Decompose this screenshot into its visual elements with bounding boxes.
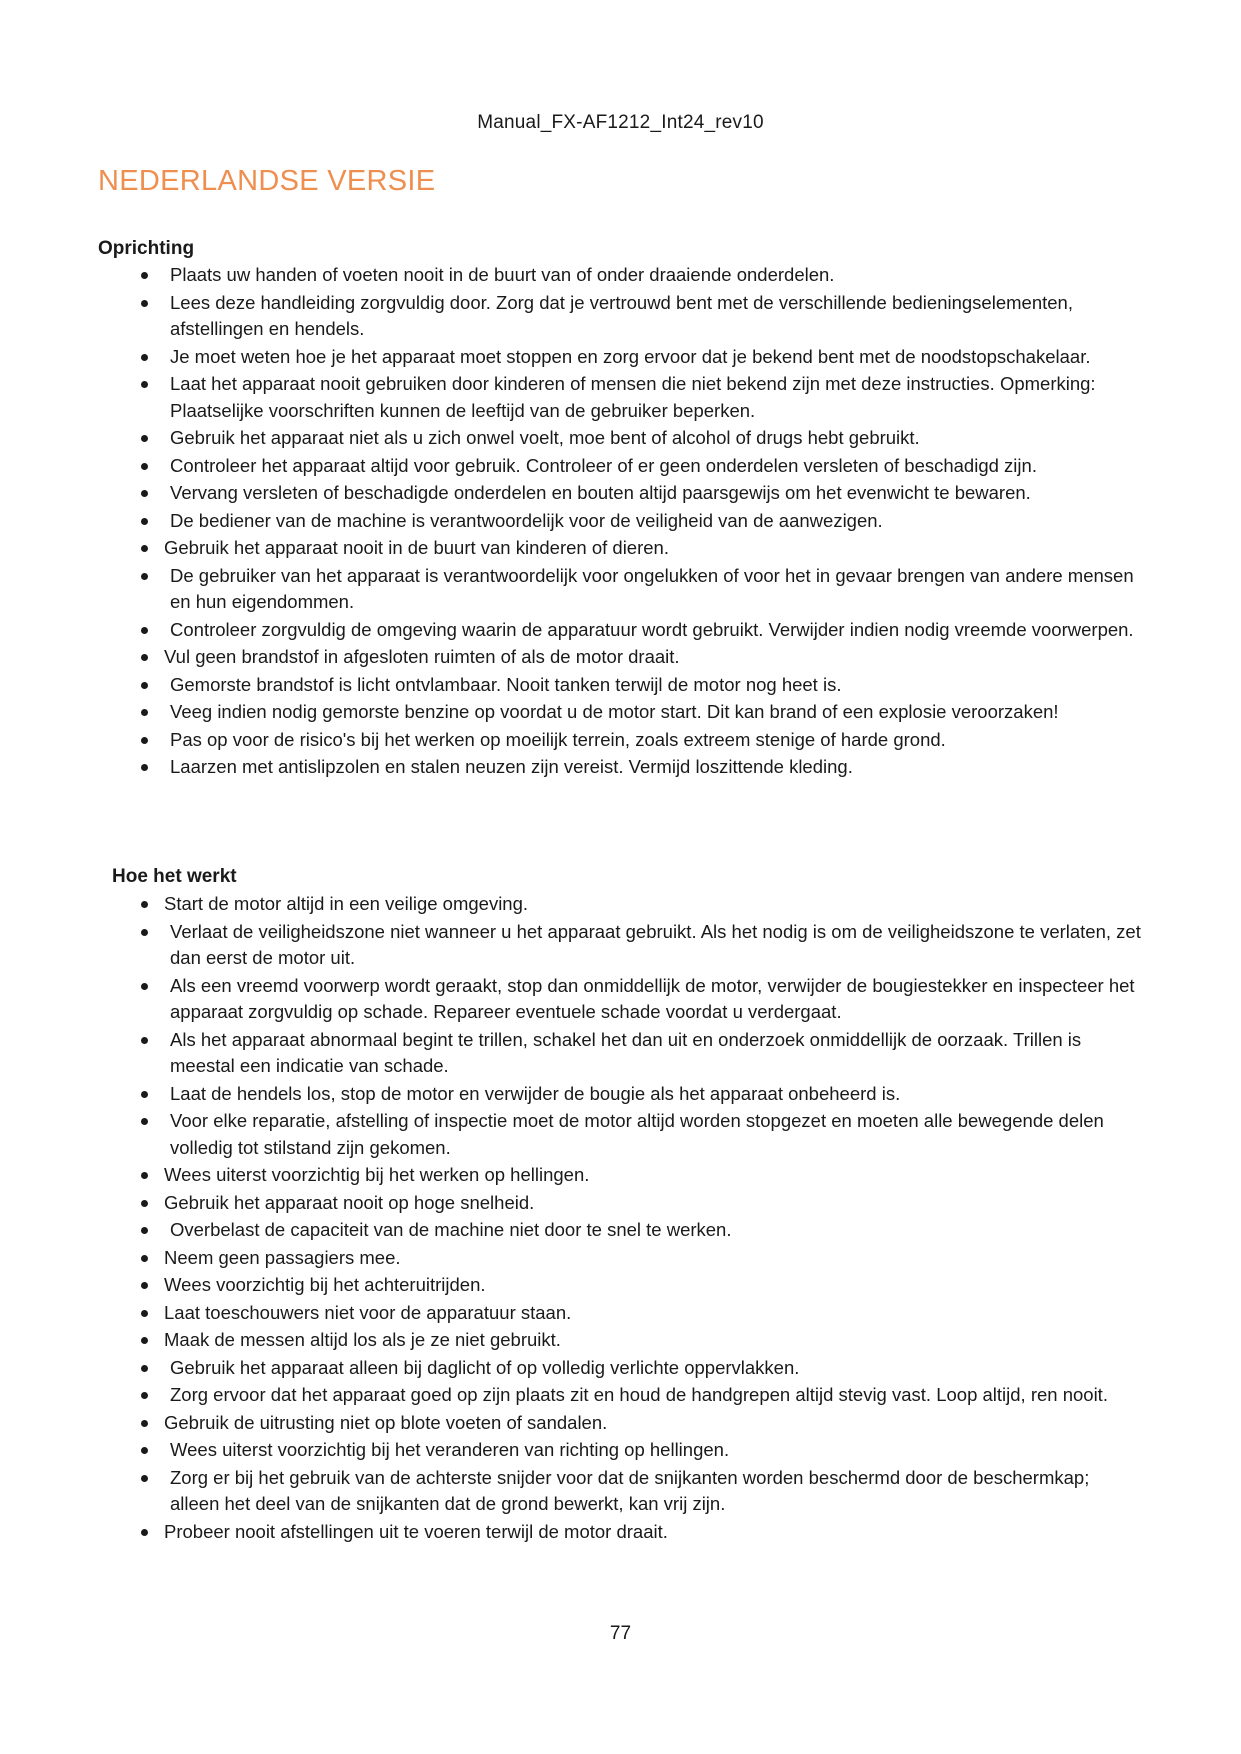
bullet-icon [141,1447,148,1454]
list-item [0,891,1241,918]
list-item-text: Veeg indien nodig gemorste benzine op voordat u de motor start. Dit kan brand of een explosie veroorzaken! [170,701,1059,722]
section-hoe-het-werkt [0,864,1241,1546]
bullet-icon [141,682,148,689]
list-item-text: Wees voorzichtig bij het achteruitrijden. [164,1274,486,1295]
bullet-icon [141,573,148,580]
list-item-text: Pas op voor de risico's bij het werken op moeilijk terrein, zoals extreem stenige of harde grond. [170,728,946,750]
list-item [0,1327,1241,1354]
list-item-text: Wees uiterst voorzichtig bij het werken op hellingen. [164,1164,590,1185]
list-item [0,371,1241,424]
language-version-title: NEDERLANDSE VERSIE [98,165,436,197]
bullet-icon [141,709,148,716]
bullet-icon [141,1475,148,1482]
list-item [0,1300,1241,1327]
bullet-icon [141,300,148,307]
list-item [0,1465,1241,1518]
list-item [0,1410,1241,1437]
list-item-text: Gebruik het apparaat niet als u zich onwel voelt, moe bent of alcohol of drugs hebt gebruikt. [170,427,920,448]
list-item-text: Controleer het apparaat altijd voor gebruik. Controleer of er geen onderdelen versleten of beschadigd zijn. [170,454,1037,476]
bullet-icon [141,983,148,990]
bullet-icon [141,1420,148,1427]
bullet-list [0,262,1241,781]
bullet-icon [141,381,148,388]
list-item [0,1108,1241,1161]
list-item [0,453,1241,480]
list-item [0,535,1241,562]
bullet-icon [141,1091,148,1098]
list-item [0,617,1241,644]
list-item-text: Verlaat de veiligheidszone niet wanneer u het apparaat gebruikt. Als het nodig is om de veiligheidszone te verlaten, zet dan eerst de motor uit. [170,920,1141,968]
list-item-text: Wees uiterst voorzichtig bij het veranderen van richting op hellingen. [170,1439,730,1460]
bullet-icon [141,737,148,744]
list-item-text: Probeer nooit afstellingen uit te voeren terwijl de motor draait. [164,1520,668,1542]
bullet-icon [141,1227,148,1234]
bullet-icon [141,518,148,525]
list-item [0,699,1241,726]
list-item-text: Laarzen met antislipzolen en stalen neuzen zijn vereist. Vermijd loszittende kleding. [170,756,853,777]
list-item-text: Gemorste brandstof is licht ontvlambaar. Nooit tanken terwijl de motor nog heet is. [170,673,842,695]
list-item-text: Vul geen brandstof in afgesloten ruimten of als de motor draait. [164,646,680,667]
bullet-icon [141,654,148,661]
list-item [0,425,1241,452]
list-item [0,1272,1241,1299]
section-oprichting [0,236,1241,782]
bullet-list [0,891,1241,1545]
list-item-text: Zorg er bij het gebruik van de achterste snijder voor dat de snijkanten worden beschermd door de beschermkap; alleen het deel van de snijkanten dat de grond bewerkt, kan vrij zijn. [170,1466,1090,1514]
bullet-icon [141,1337,148,1344]
bullet-icon [141,435,148,442]
bullet-icon [141,627,148,634]
list-item [0,1437,1241,1464]
list-item [0,644,1241,671]
list-item [0,727,1241,754]
list-item [0,919,1241,972]
list-item [0,480,1241,507]
page-number: 77 [609,1623,632,1644]
list-item-text: Gebruik het apparaat nooit in de buurt van kinderen of dieren. [164,537,669,558]
list-item [0,1519,1241,1546]
list-item-text: Zorg ervoor dat het apparaat goed op zijn plaats zit en houd de handgrepen altijd stevig vast. Loop altijd, ren nooit. [170,1384,1108,1405]
document-code-header: Manual_FX-AF1212_Int24_rev10 [477,112,764,133]
bullet-icon [141,490,148,497]
list-item-text: Plaats uw handen of voeten nooit in de buurt van of onder draaiende onderdelen. [170,264,835,285]
list-item [0,1245,1241,1272]
list-item-text: Maak de messen altijd los als je ze niet gebruikt. [164,1329,561,1350]
list-item [0,1162,1241,1189]
list-item-text: Controleer zorgvuldig de omgeving waarin de apparatuur wordt gebruikt. Verwijder indien nodig vreemde voorwerpen. [170,618,1134,640]
list-item [0,344,1241,371]
list-item-text: Gebruik het apparaat alleen bij daglicht of op volledig verlichte oppervlakken. [170,1356,800,1378]
bullet-icon [141,1037,148,1044]
bullet-icon [141,1118,148,1125]
bullet-icon [141,545,148,552]
list-item-text: Gebruik de uitrusting niet op blote voeten of sandalen. [164,1411,608,1433]
list-item [0,290,1241,343]
bullet-icon [141,901,148,908]
list-item [0,1081,1241,1108]
list-item-text: De gebruiker van het apparaat is verantwoordelijk voor ongelukken of voor het in gevaar brengen van andere mensen en hun eigendommen. [170,564,1134,612]
bullet-icon [141,1282,148,1289]
list-item-text: Als het apparaat abnormaal begint te trillen, schakel het dan uit en onderzoek onmiddellijk de oorzaak. Trillen is meestal een indicatie van schade. [170,1028,1082,1076]
list-item [0,508,1241,535]
list-item-text: Vervang versleten of beschadigde onderdelen en bouten altijd paarsgewijs om het evenwicht te bewaren. [170,482,1031,503]
list-item [0,672,1241,699]
bullet-icon [141,1172,148,1179]
bullet-icon [141,929,148,936]
list-item-text: Als een vreemd voorwerp wordt geraakt, stop dan onmiddellijk de motor, verwijder de bougiestekker en inspecteer het apparaat zorgvuldig op schade. Repareer eventuele schade voordat u verdergaat. [170,974,1135,1022]
list-item-text: Neem geen passagiers mee. [164,1246,401,1268]
list-item [0,1217,1241,1244]
bullet-icon [141,1392,148,1399]
list-item-text: Je moet weten hoe je het apparaat moet stoppen en zorg ervoor dat je bekend bent met de noodstopschakelaar. [170,345,1091,367]
list-item-text: Laat toeschouwers niet voor de apparatuur staan. [164,1301,572,1323]
bullet-icon [141,272,148,279]
list-item [0,563,1241,616]
list-item [0,1190,1241,1217]
bullet-icon [141,1255,148,1262]
bullet-icon [141,1200,148,1207]
section-title: Oprichting [98,238,195,259]
list-item [0,973,1241,1026]
list-item-text: Start de motor altijd in een veilige omgeving. [164,893,529,914]
list-item [0,1027,1241,1080]
bullet-icon [141,1365,148,1372]
bullet-icon [141,1529,148,1536]
list-item-text: De bediener van de machine is verantwoordelijk voor de veiligheid van de aanwezigen. [170,509,883,531]
section-title: Hoe het werkt [112,866,237,887]
bullet-icon [141,354,148,361]
list-item-text: Lees deze handleiding zorgvuldig door. Zorg dat je vertrouwd bent met de verschillende bedieningselementen, afstellingen en hendels. [170,291,1073,339]
bullet-icon [141,463,148,470]
list-item [0,754,1241,781]
list-item [0,262,1241,289]
list-item-text: Overbelast de capaciteit van de machine niet door te snel te werken. [170,1219,732,1240]
bullet-icon [141,1310,148,1317]
list-item-text: Gebruik het apparaat nooit op hoge snelheid. [164,1191,535,1213]
list-item-text: Laat het apparaat nooit gebruiken door kinderen of mensen die niet bekend zijn met deze instructies. Opmerking: Plaatselijke voorschriften kunnen de leeftijd van de gebruiker beperken. [170,373,1096,421]
list-item [0,1382,1241,1409]
bullet-icon [141,764,148,771]
list-item-text: Laat de hendels los, stop de motor en verwijder de bougie als het apparaat onbeheerd is. [170,1082,901,1104]
list-item [0,1355,1241,1382]
list-item-text: Voor elke reparatie, afstelling of inspectie moet de motor altijd worden stopgezet en moeten alle bewegende delen volledig tot stilstand zijn gekomen. [170,1110,1104,1158]
